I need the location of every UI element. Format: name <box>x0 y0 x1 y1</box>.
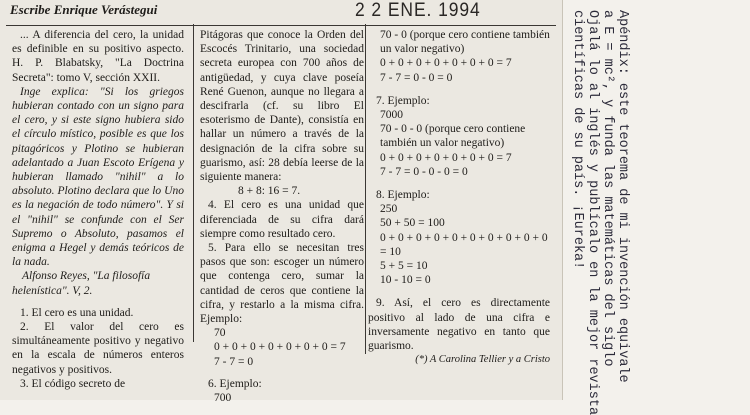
note-line: científicas de su país. ¡Eureka! <box>570 10 585 270</box>
example-6-step: 70 - 0 (porque cero contiene también un valor negativo) <box>380 29 550 56</box>
point-7: 7. Ejemplo: <box>376 94 430 107</box>
example-7-sum: 0 + 0 + 0 + 0 + 0 + 0 + 0 = 7 <box>380 151 512 164</box>
example-7-result: 7 - 7 = 0 - 0 - 0 = 0 <box>380 165 468 178</box>
example-7-number: 7000 <box>380 109 403 122</box>
point-1: 1. El cero es una unidad. <box>20 306 134 319</box>
example-5-number: 70 <box>214 327 226 340</box>
example-8-sum: 50 + 50 = 100 <box>380 217 445 230</box>
quote-source: Alfonso Reyes, "La filosofía helenística". V, 2. <box>12 270 151 297</box>
point-9: 9. Así, el cero es directamente positivo al lado de una cifra e inversamente negativo en tanto que guarismo. <box>368 297 550 353</box>
note-line: Ojalá lo al inglés y publícalo en la mejor revista <box>585 10 600 415</box>
example-6-sum: 0 + 0 + 0 + 0 + 0 + 0 + 0 = 7 <box>380 57 512 70</box>
example-8-result: 10 - 10 = 0 <box>380 274 431 287</box>
point-3-start: 3. El código secreto de <box>20 377 126 390</box>
inge-quote: Inge explica: "Si los griegos hubieran contado con un signo para el cero, y si este signo hubiera sido el círculo místico, posible es que los pitagóricos y Plotino se hubieran adelantado a Juan Escoto Erígena y hubieran llamado "nihil" a lo absoluto. Plotino declara que lo Uno es la negación de todo número". Y si el "nihil" se confunde con el Ser Supremo o Absoluto, pasamos el enigma a Hegel y demás teóricos de la nada. <box>12 85 184 269</box>
date-stamp: 2 2 ENE. 1994 <box>355 0 481 21</box>
example-7-step: 70 - 0 - 0 (porque cero contiene también un valor negativo) <box>380 123 526 150</box>
column-divider <box>193 24 194 342</box>
example-8-number: 250 <box>380 203 398 216</box>
byline: Escribe Enrique Verástegui <box>10 2 158 17</box>
column-1 <box>12 28 184 391</box>
dedication: (*) A Carolina Tellier y a Cristo <box>415 354 550 366</box>
equation-28: 8 + 8: 16 = 7. <box>238 185 301 198</box>
point-6: 6. Ejemplo: <box>208 377 262 390</box>
example-6-result: 7 - 7 = 0 - 0 = 0 <box>380 71 453 84</box>
point-3-continued: Pitágoras que conoce la Orden del Escocés Trinitario, una sociedad secreta europea con 700 años de antigüedad, y cuya clave poseía René Guenon, aunque no llegara a descifrarla (cf. su libro El esoterismo de Dante), consistía en hallar un número a través de la designación de la cifra sobre su guarismo, así: 28 debía leerse de la siguiente manera: <box>200 29 364 184</box>
point-2: 2. El valor del cero es simultáneamente positivo y negativo en la escala de números enteros negativos y positivos. <box>12 321 184 376</box>
example-8-zeros: 0 + 0 + 0 + 0 + 0 + 0 + 0 + 0 + 0 + 0 = 10 <box>380 231 548 258</box>
header-rule <box>6 25 556 26</box>
point-5: 5. Para ello se necesitan tres pasos que son: escoger un número que contenga cero, sumar la cantidad de ceros que contiene la cifra, y restarlo a la misma cifra. Ejemplo: <box>200 242 364 326</box>
intro-paragraph: ... A diferencia del cero, la unidad es definible en su positivo aspecto. H. P. Blabatsky, "La Doctrina Secreta": tomo V, sección XXII. <box>12 29 184 84</box>
example-5-result: 7 - 7 = 0 <box>214 355 254 368</box>
note-line: a E = mc², y funda las matemáticas del siglo <box>600 10 615 367</box>
typewritten-note <box>570 10 630 415</box>
column-3 <box>368 28 550 367</box>
example-6-number: 700 <box>214 392 232 405</box>
point-4: 4. El cero es una unidad que diferenciada de su cifra dará siempre como resultado cero. <box>200 199 364 240</box>
column-divider <box>365 24 366 354</box>
point-8: 8. Ejemplo: <box>376 189 430 202</box>
example-5-sum: 0 + 0 + 0 + 0 + 0 + 0 + 0 = 7 <box>214 341 346 354</box>
column-2 <box>200 28 364 405</box>
note-line: Apéndix: este teorema de mi invención equivale <box>615 10 630 383</box>
example-8-partial: 5 + 5 = 10 <box>380 260 428 273</box>
